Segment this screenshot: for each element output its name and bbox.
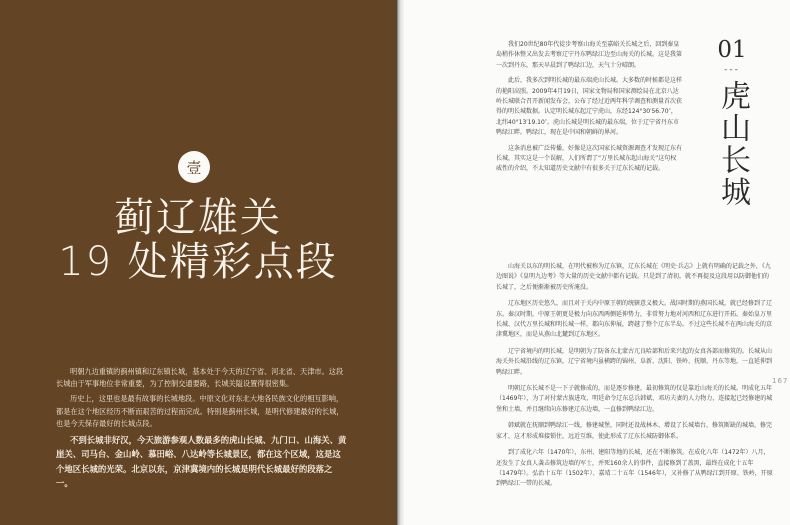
page-title-line2: 19 处精彩点段 (58, 239, 338, 285)
body-paragraph-2: 辽东地区历史悠久，而且对于关内中原王朝的统辖意义极大。战国时期的燕国长城，就已经修到了辽东。秦汉时期，中原王朝更是极力向东西两侧延伸势力，非常努力地对河西和辽东进行开拓。秦始皇万里长城、汉代万里长城和明长城一样，都向东伸展，跨越了整个辽东半岛。不过这些长城不在两山海关的京津冀地区，而是从燕山北麓到辽东地区。 (496, 300, 773, 339)
left-paragraph-2: 历史上，这里也是最有故事的长城地段。中原文化对东北大地各民族文化的相互影响，都是在这个地区经历不断而艰苦的过程而完成。特别是蓟州长城，是明代修建最好的长城，也是今天保存最好的长城点段。 (56, 394, 344, 428)
page-number: 167 (772, 377, 789, 385)
intro-paragraph-1: 我们20世纪80年代徒步考察山海关至嘉峪关长城之后，回到秦皇岛稍作休整又出发去考察辽宁丹东鸭绿江边至山海关的长城。这是我第一次到丹东，那天早晨到了鸭绿江边，天气十分晴朗。 (496, 41, 683, 69)
right-page (404, 0, 790, 525)
intro-paragraph-3: 这条消息被广泛传播，好像是这次国家长城资源调查才发现辽东有长城，其实这是一个误解，人们所谓了“万里长城东起山海关”这句权威性的介绍，不太知道历史文献中有很多关于辽东长城的记载。 (496, 144, 683, 173)
body-paragraph-5: 韩斌就在抚顺到鸭绿江一线，修建城堡，同时还设战林木、增设了长城墙台，修筑断缺的城墙，修完家才，这才形成堆接锁住，远近互维，使此形成了辽东长城防御体系。 (496, 422, 773, 440)
body-paragraph-1: 山海关以东的明长城，在明代被称为辽东镇，辽东长城在《明史·兵志》上就有明确的记载之外，《九边图说》《皇明九边考》等大量的历史文献中都有记载。只是到了清初，就不再提及这段用以防御他们的长城了，之后便渐渐被历史所淹没。 (496, 263, 771, 291)
left-body-text (56, 366, 348, 494)
intro-paragraph-2: 此后，我多次到明长城的最东端虎山长城。大多数的时候都是这样的艳阳高照。2009年4月19日，国家文物局和国家测绘局在北京八达岭长城联合召开新闻发布会，公布了经过近两年科学调查和测量首次获得的明长城数据。认定明长城东起辽宁虎山，东经124°30′56.70″，北纬40°13′19.10″。虎山长城是明长城的最东端，位于辽宁省丹东市鸭绿江畔。鸭绿江，现在是中国和朝鲜的界河。 (496, 77, 683, 137)
chapter-divider: --- (724, 65, 740, 75)
body-paragraph-6: 到了成化六年（1470年），东州、建阳等地的长城，还在不断修筑。在成化八年（1472年）八月，还发生了女真人袭击修筑边墙的军士，并死160余人的事件，直接修到了盖黑，最终在成化十五年（1479年）。弘治十五年（1502年）、嘉靖二十五年（1546年），又补修了从鸭绿江到开原、铁岭，开原到鸭绿江一带的长城。 (496, 449, 773, 488)
left-paragraph-1: 明朝九边重镇的蓟州镇和辽东镇长城，基本处于今天的辽宁省、河北省、天津市。这段长城由于军事地位非常重要，为了控制交通要路，长城关隘设置得很密集。 (56, 367, 344, 389)
chapter-badge: 壹 (178, 151, 210, 183)
body-paragraph-3: 辽宁省境内的明长城，是明朝为了防备东北蒙古兀良哈部和后来兴起的女真各部而修筑的。长城从山海关外长城沿线的辽东镇，辽宁省境内虽横跨的锦州、阜新、沈阳、铁岭、抚顺、丹东等地，一直延伸到鸭绿江畔。 (496, 347, 773, 376)
chapter-number: 01 (717, 37, 747, 63)
body-paragraph-4: 明朝辽东长城不是一下子就修成的，而是逐步修建，最初修筑的仅是靠近山海关的长城。明成化五年（1469年），为了对付蒙古族进攻，明廷命令辽东总兵韩斌、邓坊夫妻的人力物力，连接起已经修建的城堡和土墙，并且继续向东修建辽东边墙，一直修到鸭绿江边。 (496, 385, 773, 413)
body-column (496, 262, 774, 496)
left-paragraph-3: 不到长城非好汉，今天旅游参观人数最多的虎山长城、九门口、山海关、黄崖关、司马台、金山岭、慕田峪、八达岭等长城景区，都在这个区域，这是这个地区长城的光荣。北京以东，京津冀境内的长城是明代长城最好的段落之一。 (56, 435, 347, 489)
intro-column (496, 40, 682, 180)
page-title-line1: 蓟辽雄关 (114, 195, 282, 241)
chapter-title: 虎山长城 (715, 80, 750, 208)
chapter-heading (694, 36, 770, 208)
book-gutter (396, 0, 404, 525)
